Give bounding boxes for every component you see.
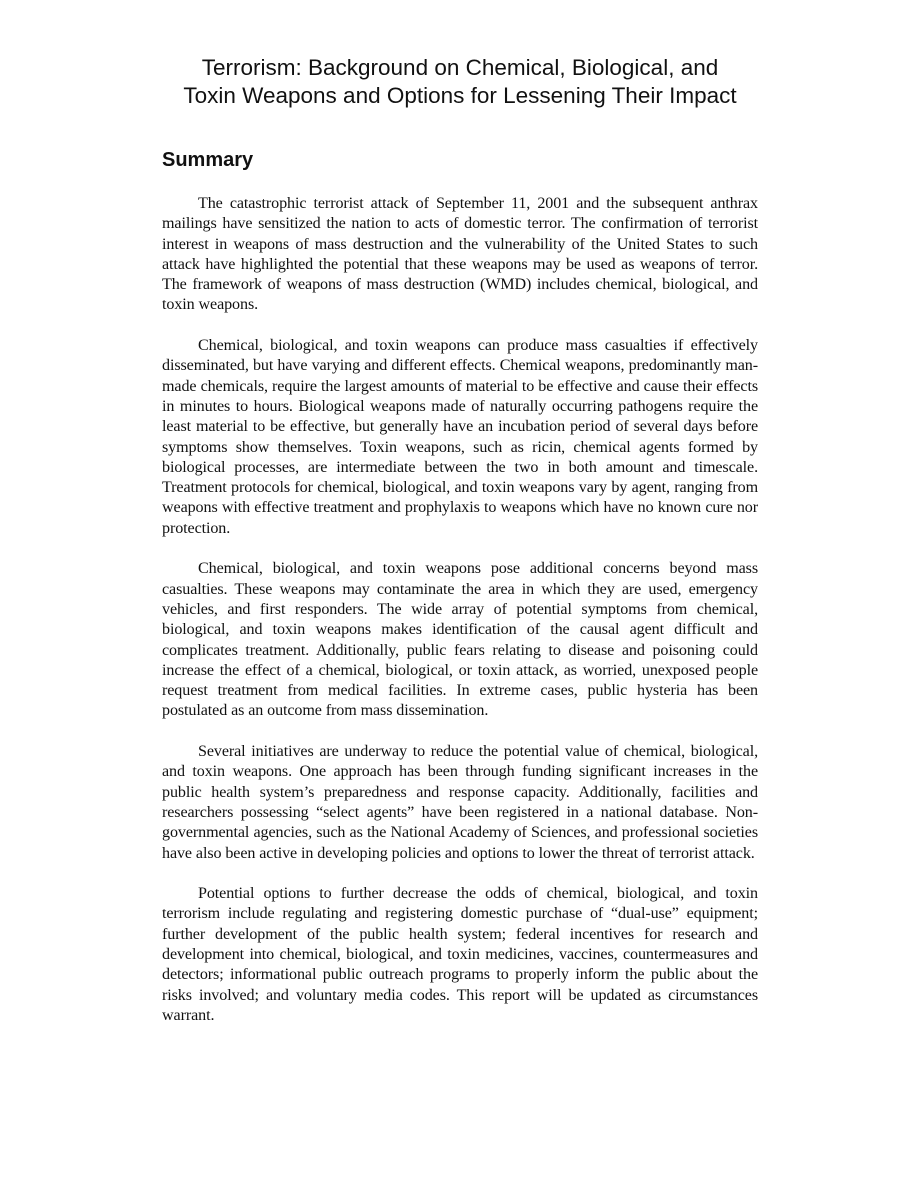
section-heading-summary: Summary — [162, 149, 254, 171]
summary-paragraph-4: Several initiatives are underway to reduce the potential value of chemical, biological, and toxin weapons. One approach has been through funding significant increases in the public health system’s preparedness and response capacity. Additionally, facilities and researchers possessing “select agents” have been registered in a national database. Non-governmental agencies, such as the National Academy of Sciences, and professional societies have also been active in developing policies and options to lower the threat of terrorist attack. — [162, 743, 758, 862]
summary-paragraph-3: Chemical, biological, and toxin weapons pose additional concerns beyond mass casualties. These weapons may contaminate the area in which they are used, emergency vehicles, and first responders. The wide array of potential symptoms from chemical, biological, and toxin weapons makes identification of the causal agent difficult and complicates treatment. Additionally, public fears relating to disease and poisoning could increase the effect of a chemical, biological, or toxin attack, as worried, unexposed people request treatment from medical facilities. In extreme cases, public hysteria has been postulated as an outcome from mass dissemination. — [162, 560, 758, 720]
summary-paragraph-2: Chemical, biological, and toxin weapons can produce mass casualties if effectively disseminated, but have varying and different effects. Chemical weapons, predominantly man-made chemicals, require the largest amounts of material to be effective and cause their effects in minutes to hours. Biological weapons made of naturally occurring pathogens require the least material to be effective, but generally have an incubation period of several days before symptoms show themselves. Toxin weapons, such as ricin, chemical agents formed by biological processes, are intermediate between the two in both amount and timescale. Treatment protocols for chemical, biological, and toxin weapons vary by agent, ranging from weapons with effective treatment and prophylaxis to weapons which have no known cure nor protection. — [162, 337, 758, 537]
summary-paragraph-1: The catastrophic terrorist attack of September 11, 2001 and the subsequent anthrax mailings have sensitized the nation to acts of domestic terror. The confirmation of terrorist interest in weapons of mass destruction and the vulnerability of the United States to such attack have highlighted the potential that these weapons may be used as weapons of terror. The framework of weapons of mass destruction (WMD) includes chemical, biological, and toxin weapons. — [162, 195, 758, 314]
summary-body — [162, 194, 758, 1026]
title-line-2: Toxin Weapons and Options for Lessening Their Impact — [183, 83, 737, 108]
title-line-1: Terrorism: Background on Chemical, Biological, and — [201, 55, 719, 80]
document-title — [162, 54, 758, 110]
document-page — [162, 54, 758, 1046]
summary-paragraph-5: Potential options to further decrease the odds of chemical, biological, and toxin terrorism include regulating and registering domestic purchase of “dual-use” equipment; further development of the public health system; federal incentives for research and development into chemical, biological, and toxin medicines, vaccines, countermeasures and detectors; informational public outreach programs to properly inform the public about the risks involved; and voluntary media codes. This report will be updated as circumstances warrant. — [162, 885, 758, 1024]
